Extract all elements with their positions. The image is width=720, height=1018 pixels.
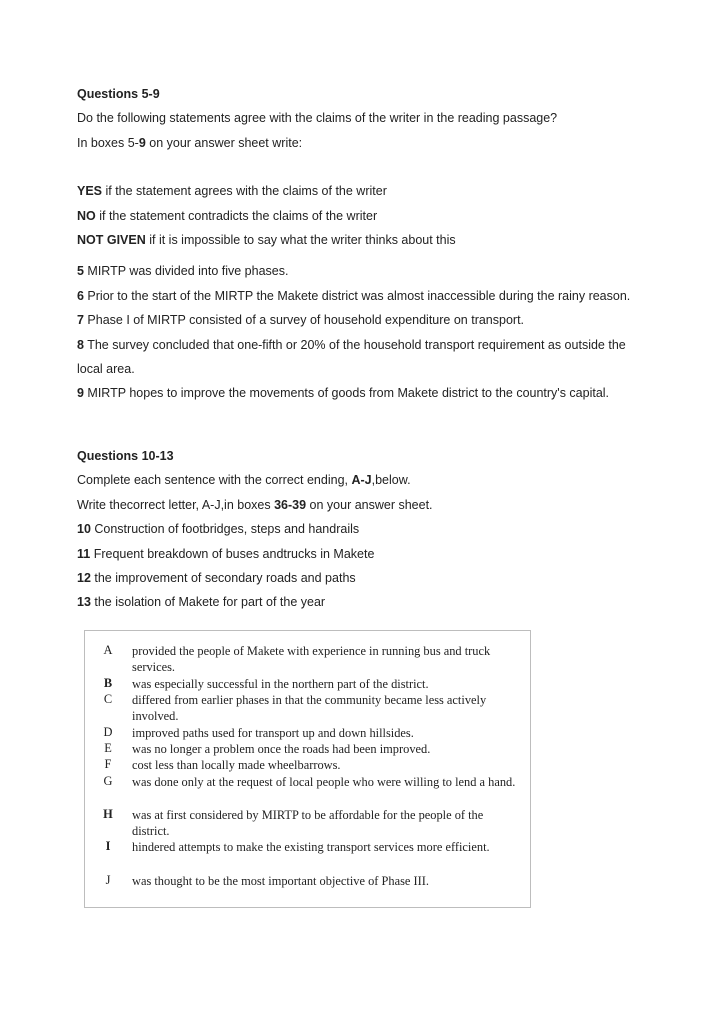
statement: [77, 308, 677, 332]
statement-text: Phase I of MIRTP consisted of a survey of household expenditure on transport.: [83, 313, 525, 328]
sentence-number: 11: [77, 546, 91, 561]
ending-letter: F: [104, 757, 112, 771]
statement: [77, 333, 677, 357]
ending-letter: J: [105, 873, 111, 887]
statement-text: local area.: [77, 361, 135, 376]
ending-text: hindered attempts to make the existing transport services more efficient.: [132, 840, 490, 854]
key-text: if it is impossible to say what the writer thinks about this: [145, 232, 456, 247]
statement-number: 6: [77, 288, 84, 303]
ending-letter: C: [103, 692, 113, 706]
ending-text: was thought to be the most important objective of Phase III.: [132, 874, 429, 888]
statement-continuation: [77, 357, 677, 381]
key-text: if the statement contradicts the claims of the writer: [95, 208, 378, 223]
ending-text: was at first considered by MIRTP to be affordable for the people of the district.: [132, 808, 484, 838]
instruction: [77, 493, 677, 517]
sentence-text: Frequent breakdown of buses andtrucks in Makete: [90, 546, 375, 561]
ending-text: was no longer a problem once the roads had been improved.: [132, 742, 431, 756]
key-text: if the statement agrees with the claims of the writer: [102, 184, 387, 199]
ending-letter: I: [105, 839, 111, 853]
instruction: Do the following statements agree with the claims of the writer in the reading passage?: [77, 111, 558, 126]
statement-number: 9: [77, 386, 84, 401]
sentence: [77, 542, 677, 566]
ending-letter: A: [103, 643, 113, 657]
statement-text: The survey concluded that one-fifth or 20% of the household transport requirement as outside the: [83, 337, 626, 352]
ending-letter: E: [104, 741, 112, 755]
statement-text: Prior to the start of the MIRTP the Makete district was almost inaccessible during the rainy reason.: [83, 288, 631, 303]
endings-box: [84, 630, 531, 908]
instruction-text: Complete each sentence with the correct ending,: [77, 473, 352, 488]
questions-10-13-section: [77, 444, 677, 615]
sentence: [77, 517, 677, 541]
statement: [77, 381, 677, 405]
instruction-bold: 36-39: [274, 497, 307, 512]
key-not-given: [77, 228, 677, 252]
key-no: [77, 204, 677, 228]
statement-number: 5: [77, 264, 84, 279]
sentence-number: 10: [77, 522, 91, 537]
instruction-text: ,below.: [371, 473, 411, 488]
ending-letter: D: [103, 725, 113, 739]
instruction-number: 9: [138, 135, 146, 150]
questions-5-9-section: [77, 82, 677, 406]
ending-text: differed from earlier phases in that the community became less actively involved.: [132, 693, 487, 723]
section-heading: Questions 5-9: [77, 87, 160, 101]
sentence-text: Construction of footbridges, steps and handrails: [90, 522, 360, 537]
instruction-text: on your answer sheet write:: [145, 135, 303, 150]
key-label: YES: [77, 184, 103, 199]
ending-text: was done only at the request of local people who were willing to lend a hand.: [132, 775, 516, 789]
ending-letter: H: [103, 807, 113, 821]
instruction-text: on your answer sheet.: [306, 497, 433, 512]
statement: [77, 284, 677, 308]
ending-letter: B: [103, 676, 113, 690]
sentence-text: the isolation of Makete for part of the year: [90, 595, 326, 610]
sentence-text: the improvement of secondary roads and paths: [90, 570, 356, 585]
sentence: [77, 566, 677, 590]
statement: [77, 259, 677, 283]
ending-text: improved paths used for transport up and down hillsides.: [132, 726, 414, 740]
instruction-text: In boxes 5-: [77, 135, 139, 150]
section-heading: Questions 10-13: [77, 449, 174, 463]
sentence-number: 13: [77, 595, 91, 610]
ending-letter: G: [103, 774, 113, 788]
ending-text: cost less than locally made wheelbarrows.: [132, 758, 341, 772]
statement-number: 8: [77, 337, 84, 352]
instruction-text: Write thecorrect letter, A-J,in boxes: [77, 497, 275, 512]
instruction: [77, 468, 677, 492]
sentence: [77, 590, 677, 614]
ending-text: was especially successful in the northern part of the district.: [132, 677, 429, 691]
key-label: NOT GIVEN: [77, 232, 146, 247]
statement-text: MIRTP hopes to improve the movements of goods from Makete district to the country's capital.: [83, 386, 610, 401]
statement-number: 7: [77, 313, 84, 328]
sentence-number: 12: [77, 570, 91, 585]
key-yes: [77, 179, 677, 203]
statement-text: MIRTP was divided into five phases.: [83, 264, 289, 279]
ending-text: provided the people of Makete with experience in running bus and truck services.: [132, 644, 491, 674]
key-label: NO: [77, 208, 96, 223]
instruction: [77, 131, 677, 155]
instruction-bold: A-J: [351, 473, 372, 488]
